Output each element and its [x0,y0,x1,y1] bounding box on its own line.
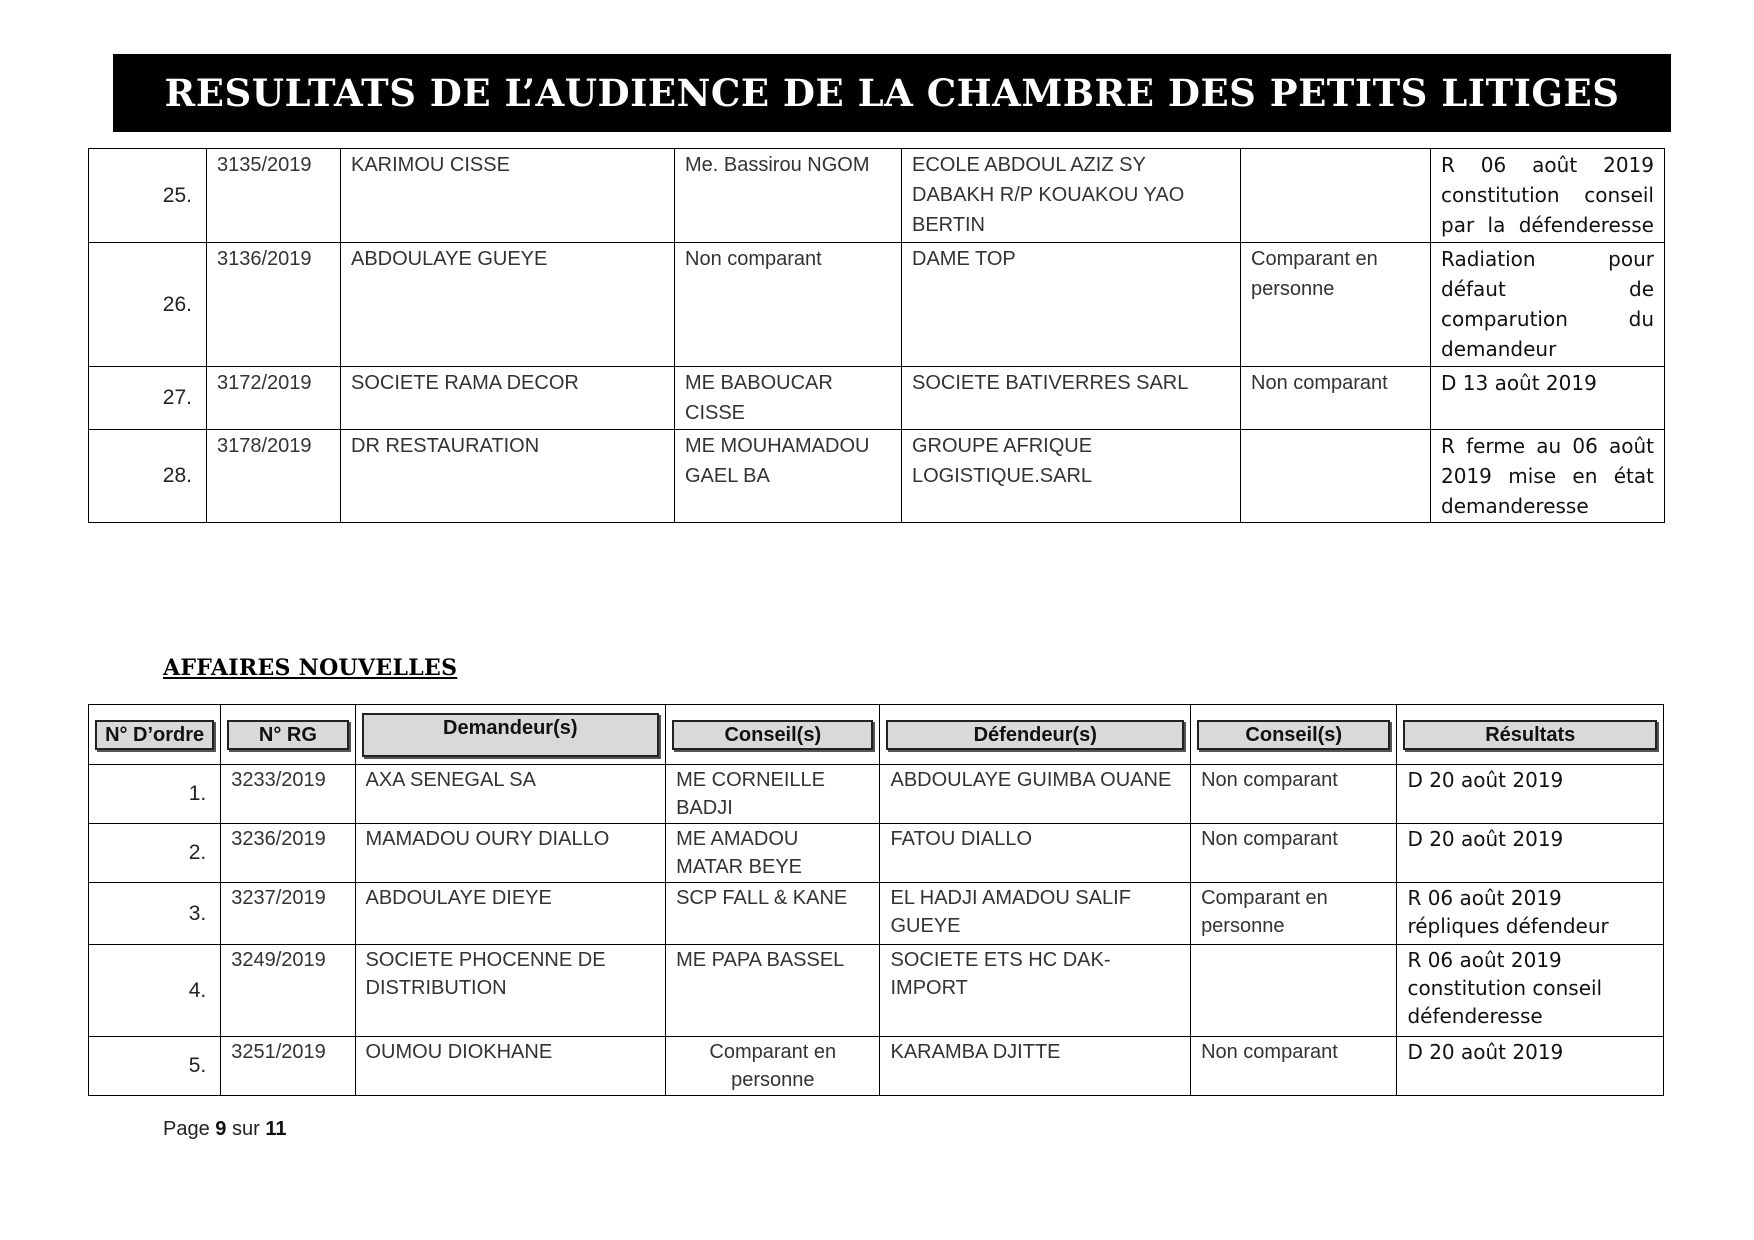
result: R 06 août 2019 constitution conseil par la défenderesse [1431,149,1665,243]
plaintiff: ABDOULAYE GUEYE [341,243,675,367]
order-number: 5. [89,1037,221,1096]
order-number: 2. [89,824,221,883]
order-number: 1. [89,765,221,824]
order-number: 27. [89,367,207,430]
header-counsel-label: Conseil(s) [672,720,873,750]
table-row [89,824,1664,883]
defendant: DAME TOP [902,243,1241,367]
defendant: EL HADJI AMADOU SALIF GUEYE [880,883,1191,945]
rg-number: 3135/2019 [207,149,341,243]
result: R 06 août 2019 répliques défendeur [1397,883,1664,945]
section-title: AFFAIRES NOUVELLES [163,655,458,681]
plaintiff: SOCIETE PHOCENNE DE DISTRIBUTION [355,945,666,1037]
plaintiff-counsel: ME MOUHAMADOU GAEL BA [675,430,902,523]
result: D 20 août 2019 [1397,765,1664,824]
result: Radiation pour défaut de comparution du demandeur [1431,243,1665,367]
plaintiff-counsel: SCP FALL & KANE [666,883,880,945]
rg-number: 3233/2019 [221,765,355,824]
page-footer [163,1118,286,1141]
plaintiff: ABDOULAYE DIEYE [355,883,666,945]
order-number: 25. [89,149,207,243]
header-order-label: N° D’ordre [95,720,214,750]
new-cases-table [88,704,1664,1096]
plaintiff: DR RESTAURATION [341,430,675,523]
table-row [89,430,1665,523]
plaintiff-counsel: ME BABOUCAR CISSE [675,367,902,430]
rg-number: 3251/2019 [221,1037,355,1096]
header-counsel-2-label: Conseil(s) [1197,720,1390,750]
result: D 20 août 2019 [1397,824,1664,883]
defendant-counsel: Non comparant [1191,1037,1397,1096]
plaintiff-counsel: Non comparant [675,243,902,367]
table-row [89,945,1664,1037]
defendant: SOCIETE ETS HC DAK-IMPORT [880,945,1191,1037]
rg-number: 3249/2019 [221,945,355,1037]
plaintiff-counsel: ME AMADOU MATAR BEYE [666,824,880,883]
rg-number: 3236/2019 [221,824,355,883]
defendant-counsel: Non comparant [1241,367,1431,430]
result: R ferme au 06 août 2019 mise en état demanderesse [1431,430,1665,523]
header-order [89,705,221,765]
defendant-counsel [1241,149,1431,243]
plaintiff: KARIMOU CISSE [341,149,675,243]
header-plaintiff [355,705,666,765]
plaintiff: MAMADOU OURY DIALLO [355,824,666,883]
footer-prefix: Page [163,1118,210,1140]
rg-number: 3237/2019 [221,883,355,945]
defendant: GROUPE AFRIQUE LOGISTIQUE.SARL [902,430,1241,523]
defendant-counsel: Non comparant [1191,765,1397,824]
order-number: 26. [89,243,207,367]
defendant: KARAMBA DJITTE [880,1037,1191,1096]
table-row [89,1037,1664,1096]
table-row [89,367,1665,430]
header-plaintiff-label: Demandeur(s) [362,713,660,757]
defendant: SOCIETE BATIVERRES SARL [902,367,1241,430]
current-page: 9 [215,1118,227,1140]
plaintiff-counsel: Comparant en personne [666,1037,880,1096]
defendant: FATOU DIALLO [880,824,1191,883]
header-results [1397,705,1664,765]
header-counsel-2 [1191,705,1397,765]
header-defendant [880,705,1191,765]
defendant: ECOLE ABDOUL AZIZ SY DABAKH R/P KOUAKOU YAO BERTIN [902,149,1241,243]
table-row [89,765,1664,824]
table-row [89,883,1664,945]
defendant: ABDOULAYE GUIMBA OUANE [880,765,1191,824]
defendant-counsel: Comparant en personne [1191,883,1397,945]
table-row [89,243,1665,367]
header-counsel [666,705,880,765]
result: R 06 août 2019 constitution conseil défenderesse [1397,945,1664,1037]
total-pages: 11 [265,1118,287,1140]
order-number: 3. [89,883,221,945]
footer-middle: sur [231,1118,260,1140]
defendant-counsel: Non comparant [1191,824,1397,883]
plaintiff: AXA SENEGAL SA [355,765,666,824]
plaintiff-counsel: ME PAPA BASSEL [666,945,880,1037]
order-number: 4. [89,945,221,1037]
defendant-counsel: Comparant en personne [1241,243,1431,367]
results-table-continued [88,148,1665,523]
result: D 20 août 2019 [1397,1037,1664,1096]
header-rg [221,705,355,765]
plaintiff-counsel: ME CORNEILLE BADJI [666,765,880,824]
rg-number: 3136/2019 [207,243,341,367]
title-banner [113,54,1671,132]
defendant-counsel [1241,430,1431,523]
plaintiff: SOCIETE RAMA DECOR [341,367,675,430]
header-rg-label: N° RG [227,720,348,750]
plaintiff: OUMOU DIOKHANE [355,1037,666,1096]
rg-number: 3172/2019 [207,367,341,430]
result: D 13 août 2019 [1431,367,1665,430]
page-title: RESULTATS DE L’AUDIENCE DE LA CHAMBRE DES PETITS LITIGES [164,71,1620,115]
table-row [89,149,1665,243]
rg-number: 3178/2019 [207,430,341,523]
table-header-row [89,705,1664,765]
defendant-counsel [1191,945,1397,1037]
header-defendant-label: Défendeur(s) [886,720,1184,750]
order-number: 28. [89,430,207,523]
plaintiff-counsel: Me. Bassirou NGOM [675,149,902,243]
header-results-label: Résultats [1403,720,1657,750]
